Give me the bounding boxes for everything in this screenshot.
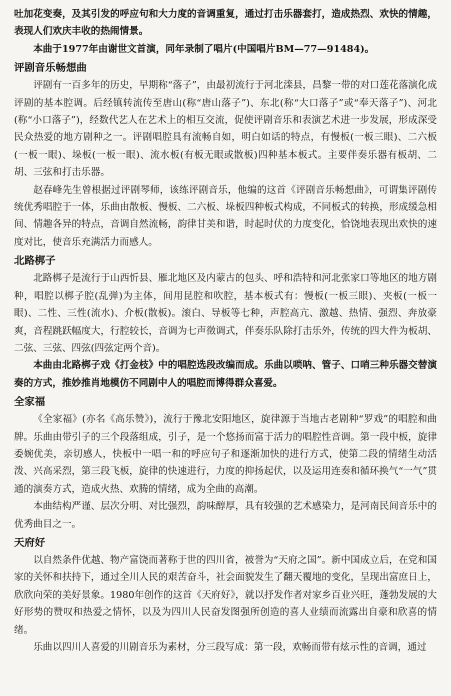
section-beilu-bangzi <box>14 252 437 392</box>
paragraph: 以自然条件优越、物产富饶而著称于世的四川省，被誉为“天府之国”。新中国成立后，在党和国家的关怀和扶持下，通过全川人民的艰苦奋斗，社会面貌发生了翻天覆地的变化，呈现出富庶日上，欣欣向荣的美好景象。1980年创作的这首《天府好》，就以抒发作者对家乡百业兴旺，蓬勃发展的大好形势的赞叹和热爱之情怀，以及为四川人民奋发图强所创造的喜人业绩而流露出自豪和欣喜的情绪。 <box>14 554 437 636</box>
paragraph: 赵春峰先生曾根据过评剧琴师，该练评剧音乐，他编的这首《评剧音乐畅想曲》，可谓集评剧传统优秀唱腔于一体，乐曲由散板、慢板、二六板、垛板四种板式构成，不同板式的转换，形成缓急相间、情趣各异的特点，音调自然流畅，韵律甘美和谐，时起时伏的力度变化，恰饶地表现出欢快的速度对比，使音乐充满活力而感人。 <box>14 184 437 248</box>
section-heading: 北路梆子 <box>14 255 56 268</box>
section-heading: 评剧音乐畅想曲 <box>14 62 87 75</box>
paragraph: 《全家福》(亦名《高乐赞》)，流行于豫北安阳地区，旋律源于当地古老剧种“罗戏”的唱腔和曲牌。乐曲由带引子的三个段落组成，引子，是一个悠扬而富于活力的唱腔性音调。第一段中板，旋律委婉优美，亲切感人，快板中一唱一和的呼应句子和逐渐加快的进行方式，使第二段的情绪生动活泼、兴高采烈，第三段飞板，旋律的快速进行，力度的抑扬起伏，以及运用连奏和循环换气“一气”贯通的演奏方式，造成火热、欢腾的情绪，成为全曲的高潮。 <box>14 414 437 495</box>
paragraph: 本曲结构严谨、层次分明、对比强烈，韵味醇厚，具有较强的艺术感染力，是河南民间音乐中的优秀曲目之一。 <box>14 501 437 530</box>
paragraph: 评剧有一百多年的历史，早期称“落子”，由最初流行于河北滦县，昌黎一带的对口莲花落演化成评剧的基本腔调。后经镇转流传至唐山(称“唐山落子”)、东北(称“大口落子”或“奉天落子”)、河北(称“小口落子”)，经数代艺人在艺术上的相互交流，促使评剧音乐和表演艺术进一步发展，形成深受民众热爱的地方剧种之一。评剧唱腔具有流畅自如，明白如话的特点，有慢板(一板三眼)、二六板(一板一眼)、垛板(一板一眼)、流水板(有板无眼或散板)四种基本板式。主要伴奏乐器有板胡、二胡、三弦和打击乐器。 <box>14 80 437 179</box>
section-pingju <box>14 59 437 251</box>
section-quanjiafu <box>14 393 437 533</box>
paragraph: 吐加花变奏，及其引发的呼应句和大力度的音调重复，通过打击乐器套打，造成热烈、欢快的情趣，表现人们欢庆丰收的热闹情景。 <box>14 9 437 38</box>
paragraph: 本曲由北路梆子戏《打金枝》中的唱腔选段改编而成。乐曲以唢呐、管子、口哨三种乐器交替演奏的方式，推妙推肖地模仿不同剧中人的唱腔而博得群众喜爱。 <box>14 360 437 389</box>
paragraph: 本曲于1977年由谢世文首演，同年录制了唱片(中国唱片BM—77—91484)。 <box>33 43 375 55</box>
section-tianfu-hao <box>14 534 437 656</box>
section-heading: 全家福 <box>14 396 46 409</box>
paragraph: 北路梆子是流行于山西忻县、雁北地区及内蒙古的包头、呼和浩特和河北张家口等地区的地方剧种，唱腔以梆子腔(乱弹)为主体，间用昆腔和吹腔，基本板式有：慢板(一板三眼)、夹板(一板一眼)、二性、三性(流水)、介板(散板)。滚白、导板等七种，声腔高亢、激越、热情、强烈、奔放豪爽，音程跳跃幅度大，行腔较长，音调为七声徵调式，伴奏乐队除打击乐外，传统的四大件为板胡、二弦、三弦、四弦(四弦定两个音)。 <box>14 273 437 354</box>
section-heading: 天府好 <box>14 536 46 549</box>
paragraph: 乐曲以四川人喜爱的川剧音乐为素材，分三段写成：第一段，欢畅而带有炫示性的音调，通过 <box>33 642 427 653</box>
section-intro <box>14 6 437 58</box>
